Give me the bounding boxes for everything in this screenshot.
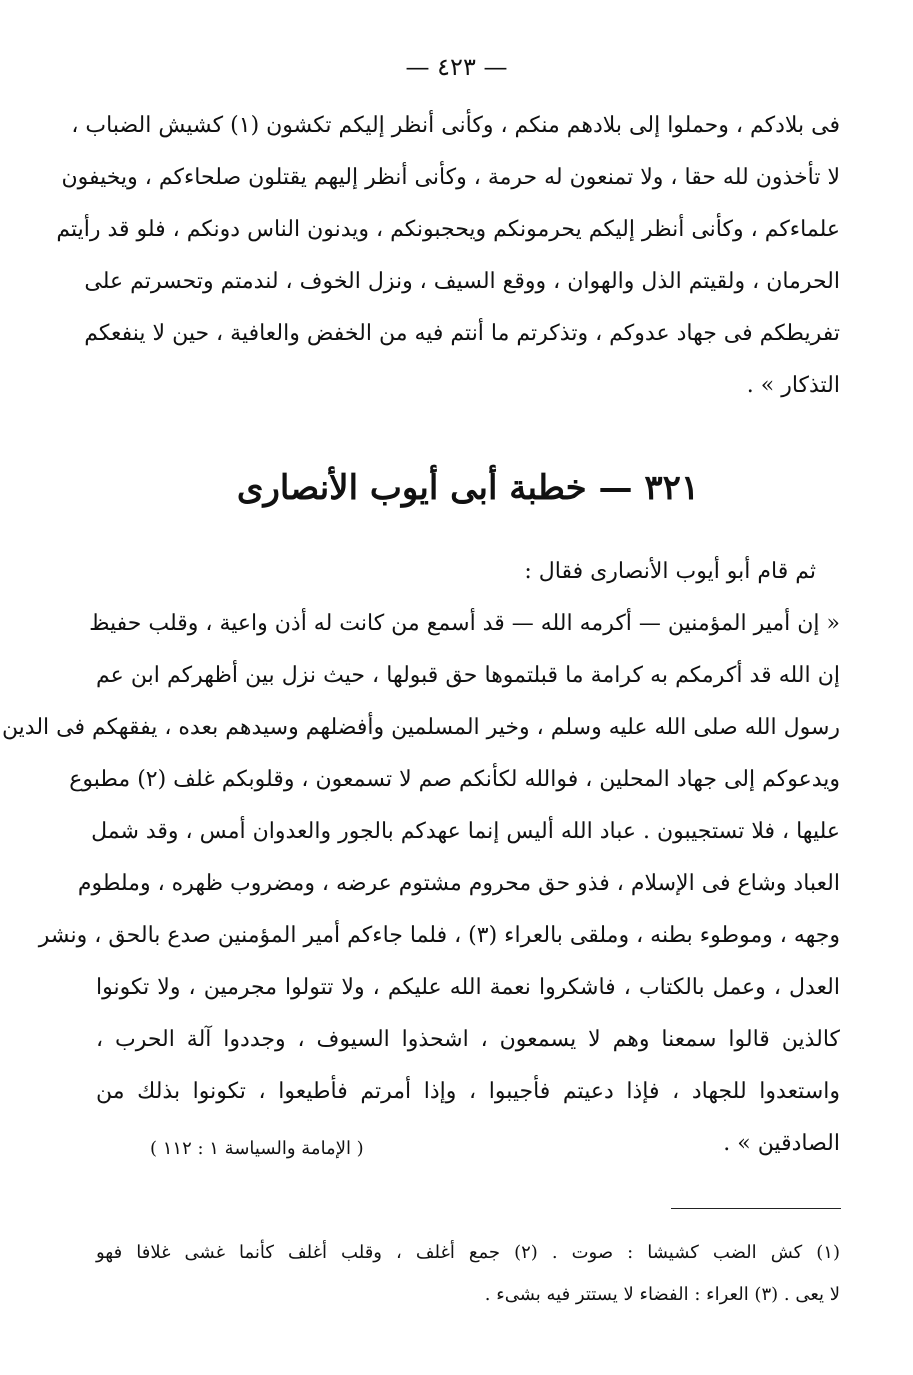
- text-line: الصادقين » .: [723, 1131, 840, 1156]
- text-line: عليها ، فلا تستجيبون . عباد الله أليس إنما عهدكم بالجور والعدوان أمس ، وقد شمل: [91, 819, 840, 844]
- text-line: ويدعوكم إلى جهاد المحلين ، فوالله لكأنكم صم لا تسمعون ، وقلوبكم غلف (٢) مطبوع: [69, 767, 840, 792]
- footnotes: [96, 1232, 840, 1316]
- text-line: الحرمان ، ولقيتم الذل والهوان ، ووقع السيف ، ونزل الخوف ، لندمتم وتحسرتم على: [84, 269, 840, 294]
- top-paragraph: [56, 100, 840, 412]
- footnote-line: (١) كش الضب كشيشا : صوت . (٢) جمع أغلف ، وقلب أغلف كأنما غشى غلافا فهو: [96, 1242, 840, 1263]
- footnote-divider: [671, 1208, 841, 1209]
- text-line: إن الله قد أكرمكم به كرامة ما قبلتموها حق قبولها ، حيث نزل بين أظهركم ابن عم: [96, 663, 840, 688]
- text-line: التذكار » .: [746, 373, 840, 398]
- text-line: علماءكم ، وكأنى أنظر إليكم يحرمونكم ويحجبونكم ، ويدنون الناس دونكم ، فلو قد رأيتم: [56, 217, 840, 242]
- text-line: « إن أمير المؤمنين — أكرمه الله — قد أسمع من كانت له أذن واعية ، وقلب حفيظ: [89, 611, 840, 636]
- text-line: تفريطكم فى جهاد عدوكم ، وتذكرتم ما أنتم فيه من الخفض والعافية ، حين لا ينفعكم: [84, 321, 840, 346]
- page-number: — ٤٢٣ —: [405, 53, 508, 81]
- text-line: رسول الله صلى الله عليه وسلم ، وخير المسلمين وأفضلهم وسيدهم بعده ، يفقهكم فى الدين: [1, 715, 840, 740]
- footnote-line: لا يعى . (٣) العراء : الفضاء لا يستتر فيه بشىء .: [484, 1284, 840, 1305]
- text-line: كالذين قالوا سمعنا وهم لا يسمعون ، اشحذوا السيوف ، وجددوا آلة الحرب ،: [96, 1027, 840, 1052]
- source-citation: ( الإمامة والسياسة ١ : ١١٢ ): [150, 1138, 364, 1159]
- section-heading: ٣٢١ — خطبة أبى أيوب الأنصارى: [236, 468, 700, 508]
- main-paragraph: [1, 598, 840, 1170]
- text-line: لا تأخذون لله حقا ، ولا تمنعون له حرمة ، وكأنى أنظر إليهم يقتلون صلحاءكم ، ويخيفون: [61, 165, 840, 190]
- intro-line: ثم قام أبو أيوب الأنصارى فقال :: [524, 559, 816, 584]
- text-line: وجهه ، وموطوء بطنه ، وملقى بالعراء (٣) ، فلما جاءكم أمير المؤمنين صدع بالحق ، ونشر: [38, 923, 840, 948]
- text-line: العباد وشاع فى الإسلام ، فذو حق محروم مشتوم عرضه ، ومضروب ظهره ، وملطوم: [77, 871, 840, 896]
- text-line: فى بلادكم ، وحملوا إلى بلادهم منكم ، وكأنى أنظر إليكم تكشون (١) كشيش الضباب ،: [71, 113, 840, 138]
- text-line: واستعدوا للجهاد ، فإذا دعيتم فأجيبوا ، وإذا أمرتم فأطيعوا ، تكونوا بذلك من: [96, 1079, 840, 1104]
- text-line: العدل ، وعمل بالكتاب ، فاشكروا نعمة الله عليكم ، ولا تتولوا مجرمين ، ولا تكونوا: [96, 975, 840, 1000]
